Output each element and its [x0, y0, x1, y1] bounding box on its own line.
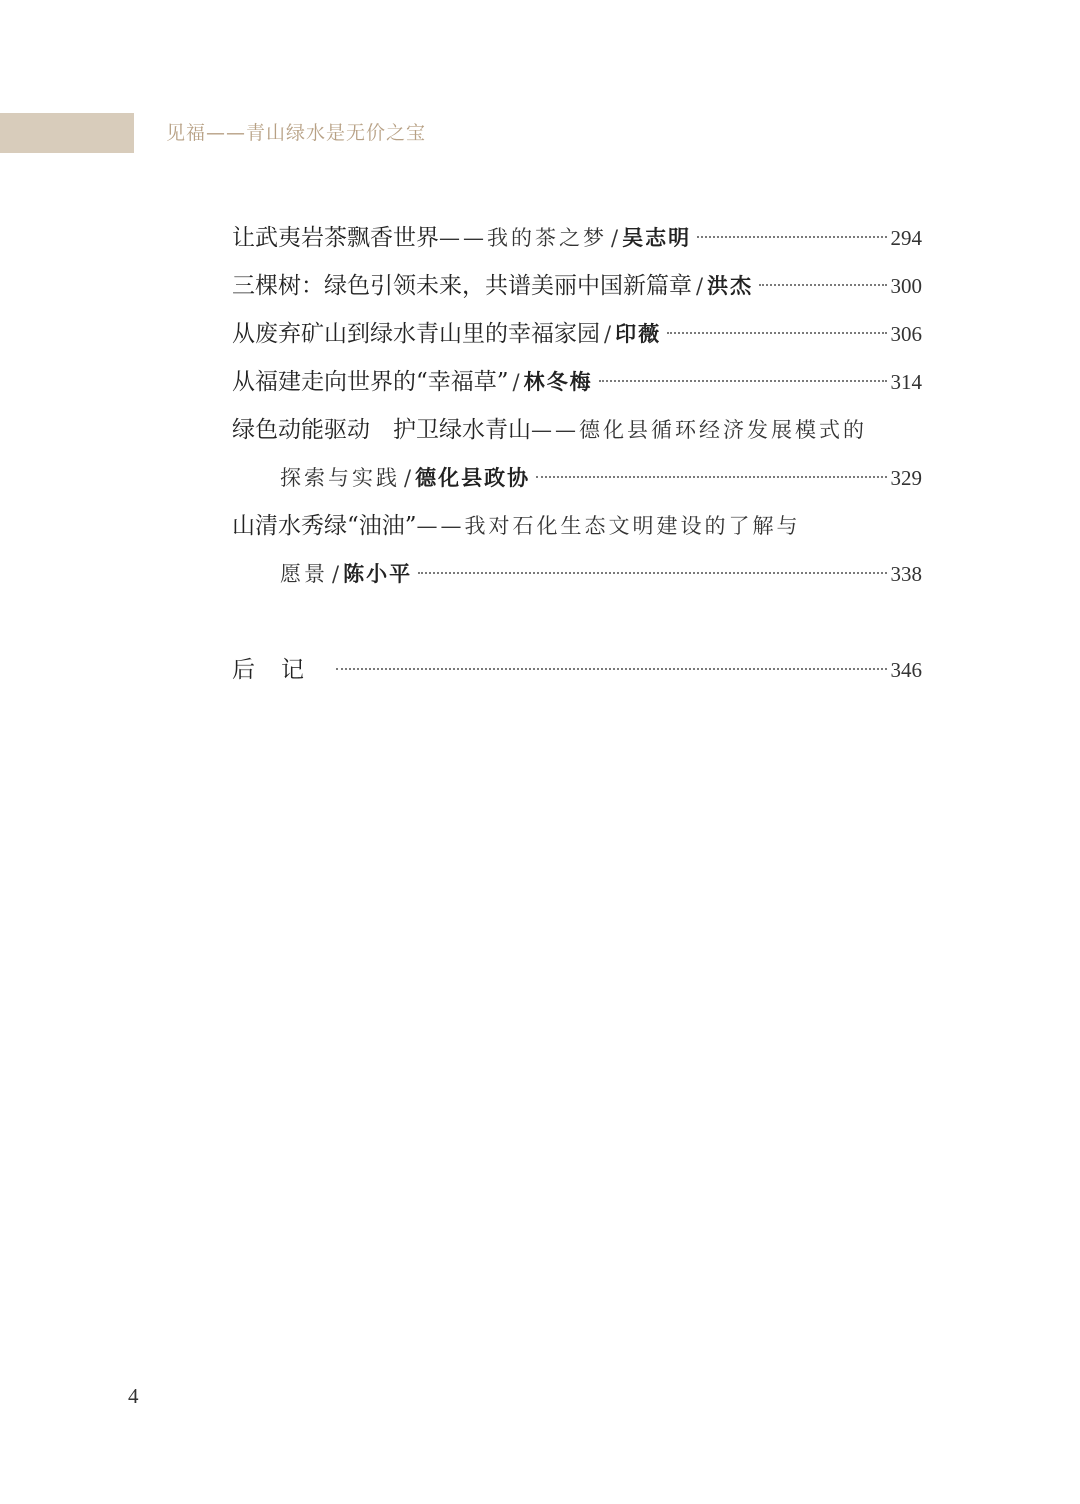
entry-author: 吴志明	[622, 225, 692, 250]
entry-title: 绿色动能驱动 护卫绿水青山	[232, 417, 531, 443]
toc-entry[interactable]	[232, 266, 922, 306]
entry-title: 让武夷岩茶飘香世界	[232, 225, 439, 251]
entry-subtitle: ——德化县循环经济发展模式的	[531, 418, 867, 442]
toc-entry-continuation[interactable]	[280, 554, 922, 594]
dot-leader	[336, 667, 887, 670]
entry-title: 从废弃矿山到绿水青山里的幸福家园	[232, 321, 600, 347]
entry-author: 陈小平	[343, 561, 413, 586]
entry-title: 从福建走向世界的“幸福草”	[232, 369, 509, 395]
entry-page-number: 294	[890, 226, 922, 250]
entry-slash: /	[604, 322, 612, 346]
entry-page-number: 314	[890, 370, 922, 394]
toc-entry[interactable]	[232, 218, 922, 258]
dot-leader	[418, 571, 886, 574]
entry-author: 林冬梅	[523, 369, 593, 394]
entry-author: 印薇	[615, 321, 662, 346]
running-header-title: 见福——青山绿水是无价之宝	[166, 122, 427, 144]
entry-slash: /	[404, 466, 412, 490]
toc-entry[interactable]	[232, 506, 922, 546]
dot-leader	[599, 379, 887, 382]
entry-subtitle-continuation: 愿景	[280, 562, 328, 586]
entry-subtitle: ——我对石化生态文明建设的了解与	[416, 514, 801, 538]
dot-leader	[697, 235, 886, 238]
entry-page-number: 346	[890, 658, 922, 682]
entry-author: 德化县政协	[415, 465, 531, 490]
entry-subtitle-continuation: 探索与实践	[280, 466, 400, 490]
entry-slash: /	[332, 562, 340, 586]
entry-slash: /	[611, 226, 619, 250]
toc-entry-continuation[interactable]	[280, 458, 922, 498]
entry-page-number: 329	[890, 466, 922, 490]
entry-page-number: 300	[890, 274, 922, 298]
entry-author: 洪杰	[707, 273, 754, 298]
toc-entry[interactable]	[232, 314, 922, 354]
dot-leader	[536, 475, 886, 478]
entry-page-number: 338	[890, 562, 922, 586]
toc-entry[interactable]	[232, 362, 922, 402]
entry-page-number: 306	[890, 322, 922, 346]
entry-title: 三棵树：绿色引领未来，共谱美丽中国新篇章	[232, 273, 692, 299]
dot-leader	[759, 283, 886, 286]
toc-entry[interactable]	[232, 410, 922, 450]
entry-slash: /	[512, 370, 520, 394]
dot-leader	[667, 331, 886, 334]
afterword-label: 后记	[232, 657, 330, 683]
toc-entry-afterword[interactable]	[232, 650, 922, 690]
entry-title: 山清水秀绿“油油”	[232, 513, 417, 539]
page-number: 4	[128, 1384, 139, 1408]
entry-slash: /	[696, 274, 704, 298]
entry-subtitle: ——我的茶之梦	[439, 226, 607, 250]
